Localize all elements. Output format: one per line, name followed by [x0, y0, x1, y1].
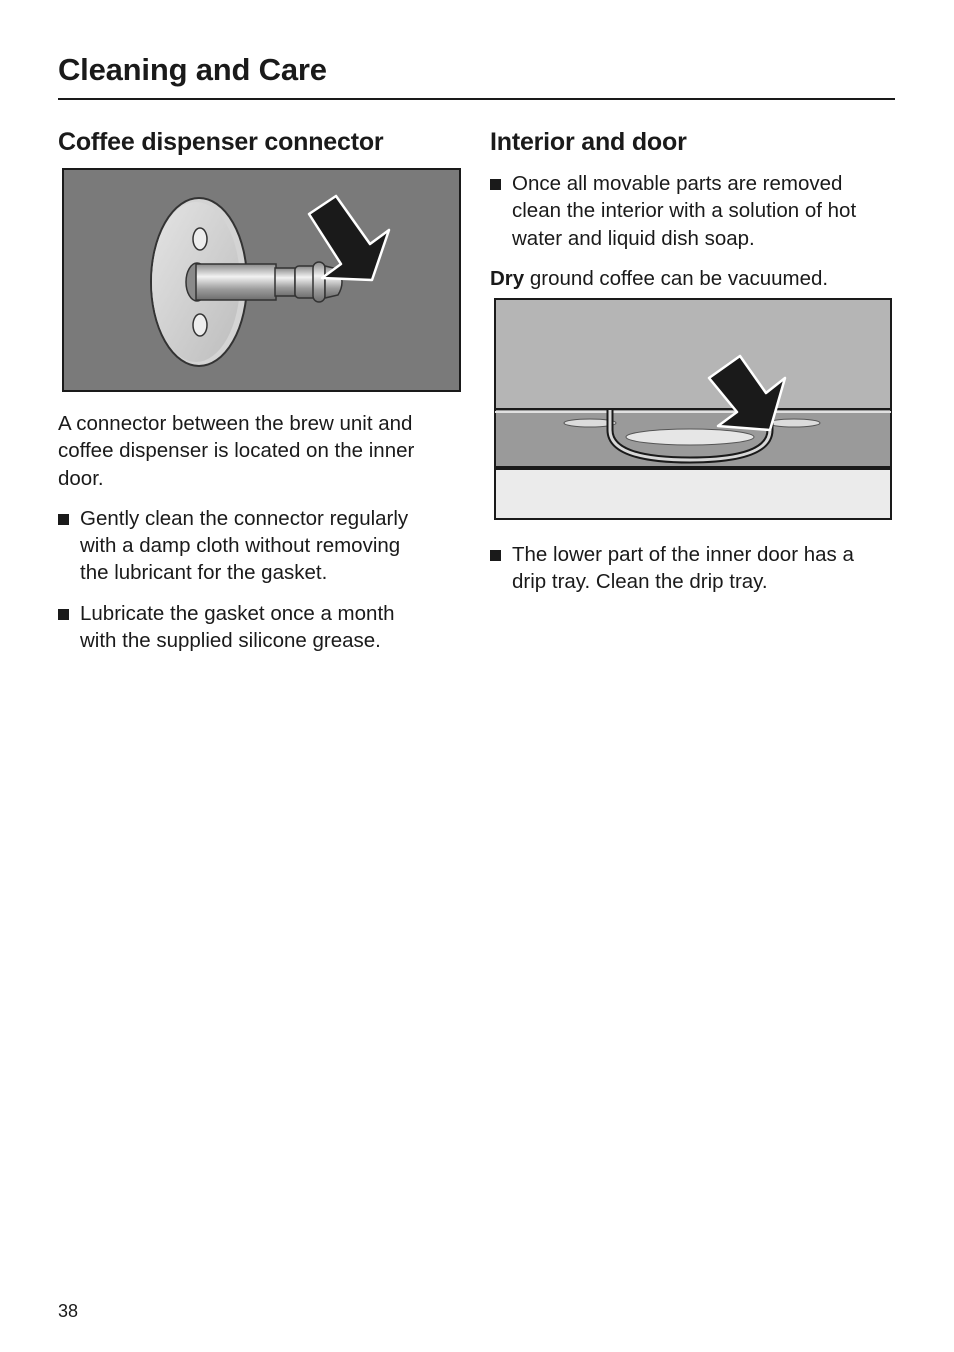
vacuum-note: Dry ground coffee can be vacuumed. [490, 266, 829, 290]
connector-bullet-clean: Gently clean the connector regularly with a damp cloth without removing the lubricant for the gasket. [58, 505, 463, 587]
drip-tray-illustration [494, 298, 892, 522]
bullet-square-icon [490, 550, 501, 561]
bullet-square-icon [490, 179, 501, 190]
left-column [58, 122, 463, 653]
connector-bullet-lubricate: Lubricate the gasket once a month with the supplied silicone grease. [58, 600, 463, 655]
right-column [490, 122, 900, 594]
page-title: Cleaning and Care [58, 52, 327, 87]
bullet-square-icon [58, 609, 69, 620]
title-rule [58, 98, 895, 100]
connector-illustration [62, 168, 461, 392]
interior-bullet-clean: Once all movable parts are removed clean the interior with a solution of hot water and liquid dish soap. [490, 170, 900, 252]
drip-tray-text [490, 541, 900, 596]
section-heading-interior: Interior and door [490, 128, 687, 156]
connector-text [58, 410, 463, 654]
connector-intro: A connector between the brew unit and coffee dispenser is located on the inner door. [58, 412, 415, 490]
drip-tray-bullet: The lower part of the inner door has a drip tray. Clean the drip tray. [490, 541, 900, 596]
connector-figure-area [58, 122, 463, 392]
section-heading-connector: Coffee dispenser connector [58, 128, 384, 156]
bullet-square-icon [58, 514, 69, 525]
interior-text [490, 170, 900, 292]
page-number: 38 [58, 1301, 79, 1321]
